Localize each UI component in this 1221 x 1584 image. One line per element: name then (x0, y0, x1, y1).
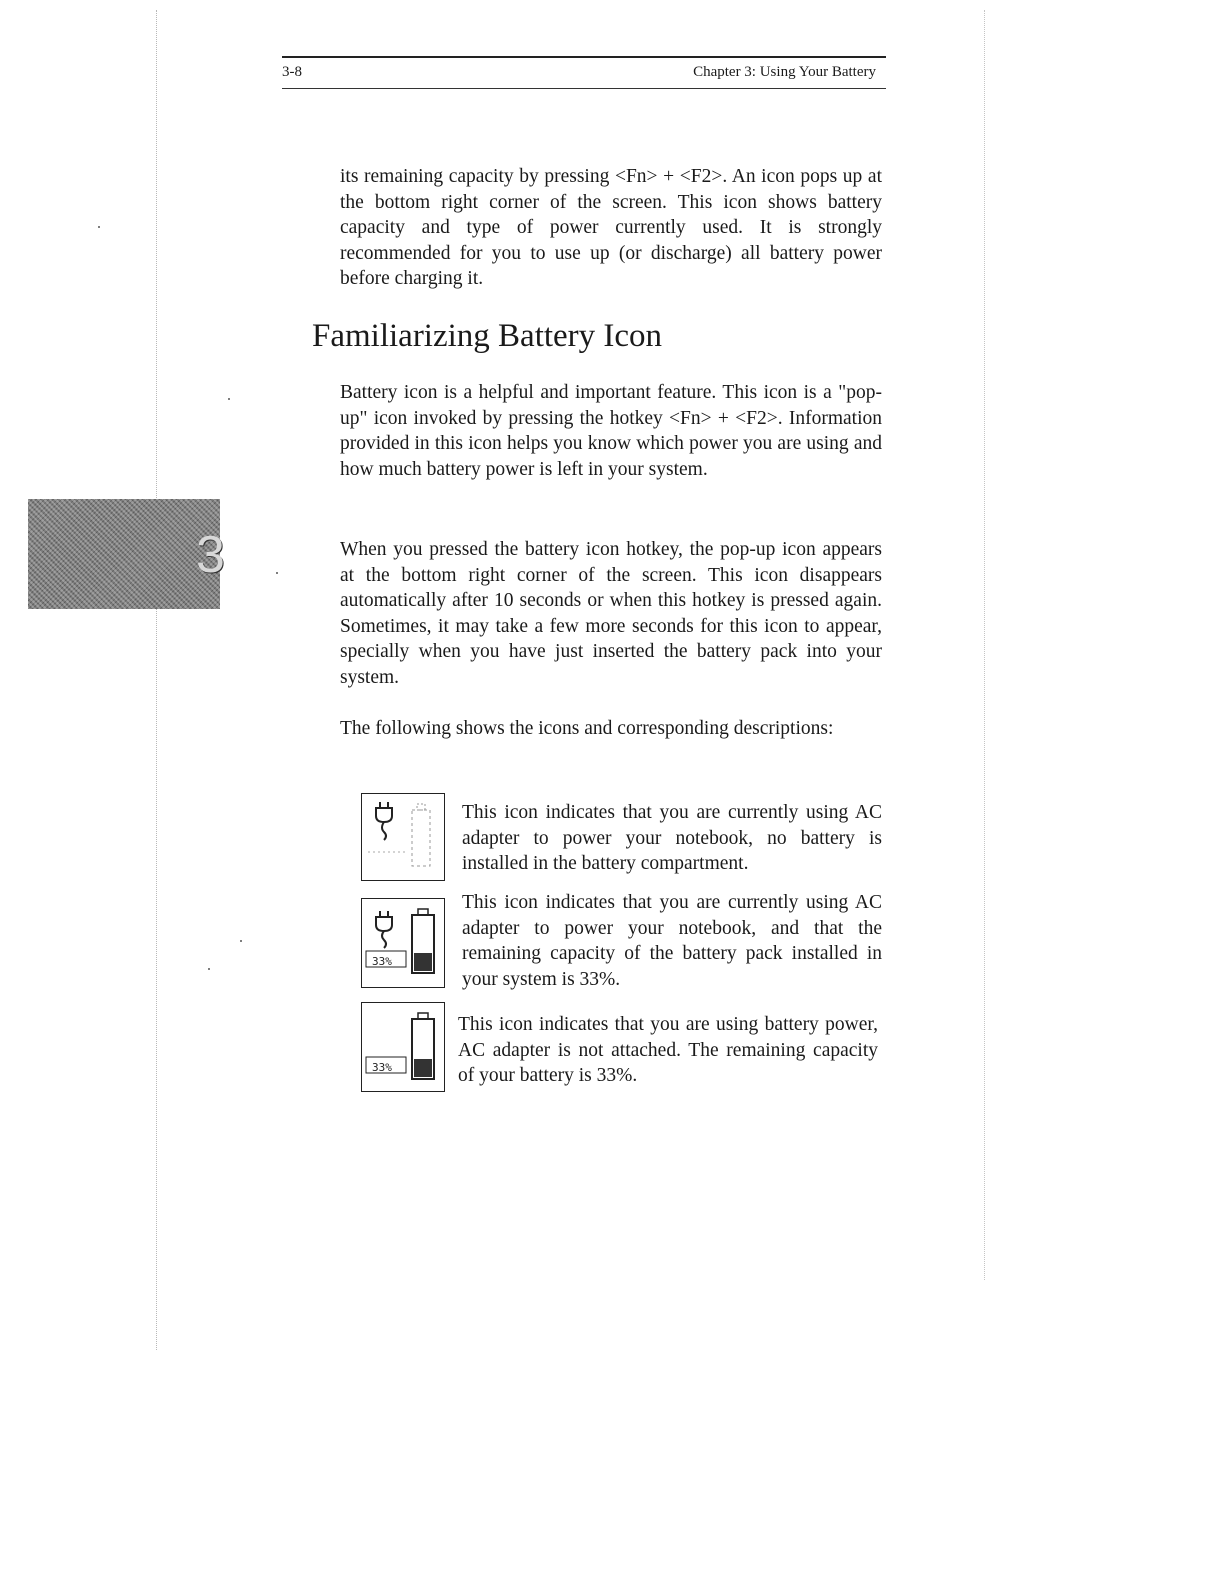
section-paragraph: Battery icon is a helpful and important feature. This icon is a "pop-up" icon invoked by pressing the hotkey <Fn> + <F2>. Information provided in this icon helps you know which power you are using and how much battery power is left in your system. (340, 382, 882, 480)
header-rule (282, 88, 886, 89)
scan-speck (276, 572, 278, 574)
battery-charge-fill (414, 1059, 432, 1077)
battery-graphic (362, 1003, 444, 1091)
intro-paragraph: its remaining capacity by pressing <Fn> + <F2>. An icon pops up at the bottom right corner of the screen. This icon shows battery capacity and type of power currently used. It is strongly recommended for you to use up (or discharge) all battery power before charging it. (340, 166, 882, 289)
page-header (282, 56, 886, 90)
icon-description: This icon indicates that you are using battery power, AC adapter is not attached. The remaining capacity of your battery is 33%. (458, 1014, 878, 1086)
icon-description: This icon indicates that you are currently using AC adapter to power your notebook, and that the remaining capacity of the battery pack installed in your system is 33%. (462, 892, 882, 990)
scan-speck (98, 226, 100, 228)
chapter-tab (28, 499, 225, 609)
battery-33-icon (361, 1002, 445, 1092)
battery-percent-label: 33% (372, 955, 392, 968)
section-paragraph: When you pressed the battery icon hotkey, the pop-up icon appears at the bottom right corner of the screen. This icon disappears automatically after 10 seconds or when this hotkey is pressed again. Sometimes, it may take a few more seconds for this icon to appear, specially when you have just inserted the battery pack into your system. (340, 539, 882, 688)
ac-plug-no-battery-icon (361, 793, 445, 881)
section-heading: Familiarizing Battery Icon (312, 318, 663, 354)
ac-plug-battery-33-icon (361, 898, 445, 988)
section-paragraph: The following shows the icons and corresponding descriptions: (340, 718, 834, 739)
chapter-tab-number: 3 (196, 526, 225, 584)
scan-speck (240, 940, 242, 942)
scan-speck (208, 968, 210, 970)
scan-speck (228, 398, 230, 400)
scan-margin-right (984, 10, 985, 1280)
icon-description: This icon indicates that you are currently using AC adapter to power your notebook, no battery is installed in the battery compartment. (462, 802, 882, 874)
battery-charge-fill (414, 953, 432, 971)
scan-margin-left (156, 10, 157, 1350)
chapter-title: Chapter 3: Using Your Battery (693, 64, 876, 80)
battery-percent-label: 33% (372, 1061, 392, 1074)
plug-battery-graphic (362, 899, 444, 987)
page-number: 3-8 (282, 64, 302, 80)
header-rule (282, 56, 886, 58)
plug-icon (362, 794, 444, 880)
